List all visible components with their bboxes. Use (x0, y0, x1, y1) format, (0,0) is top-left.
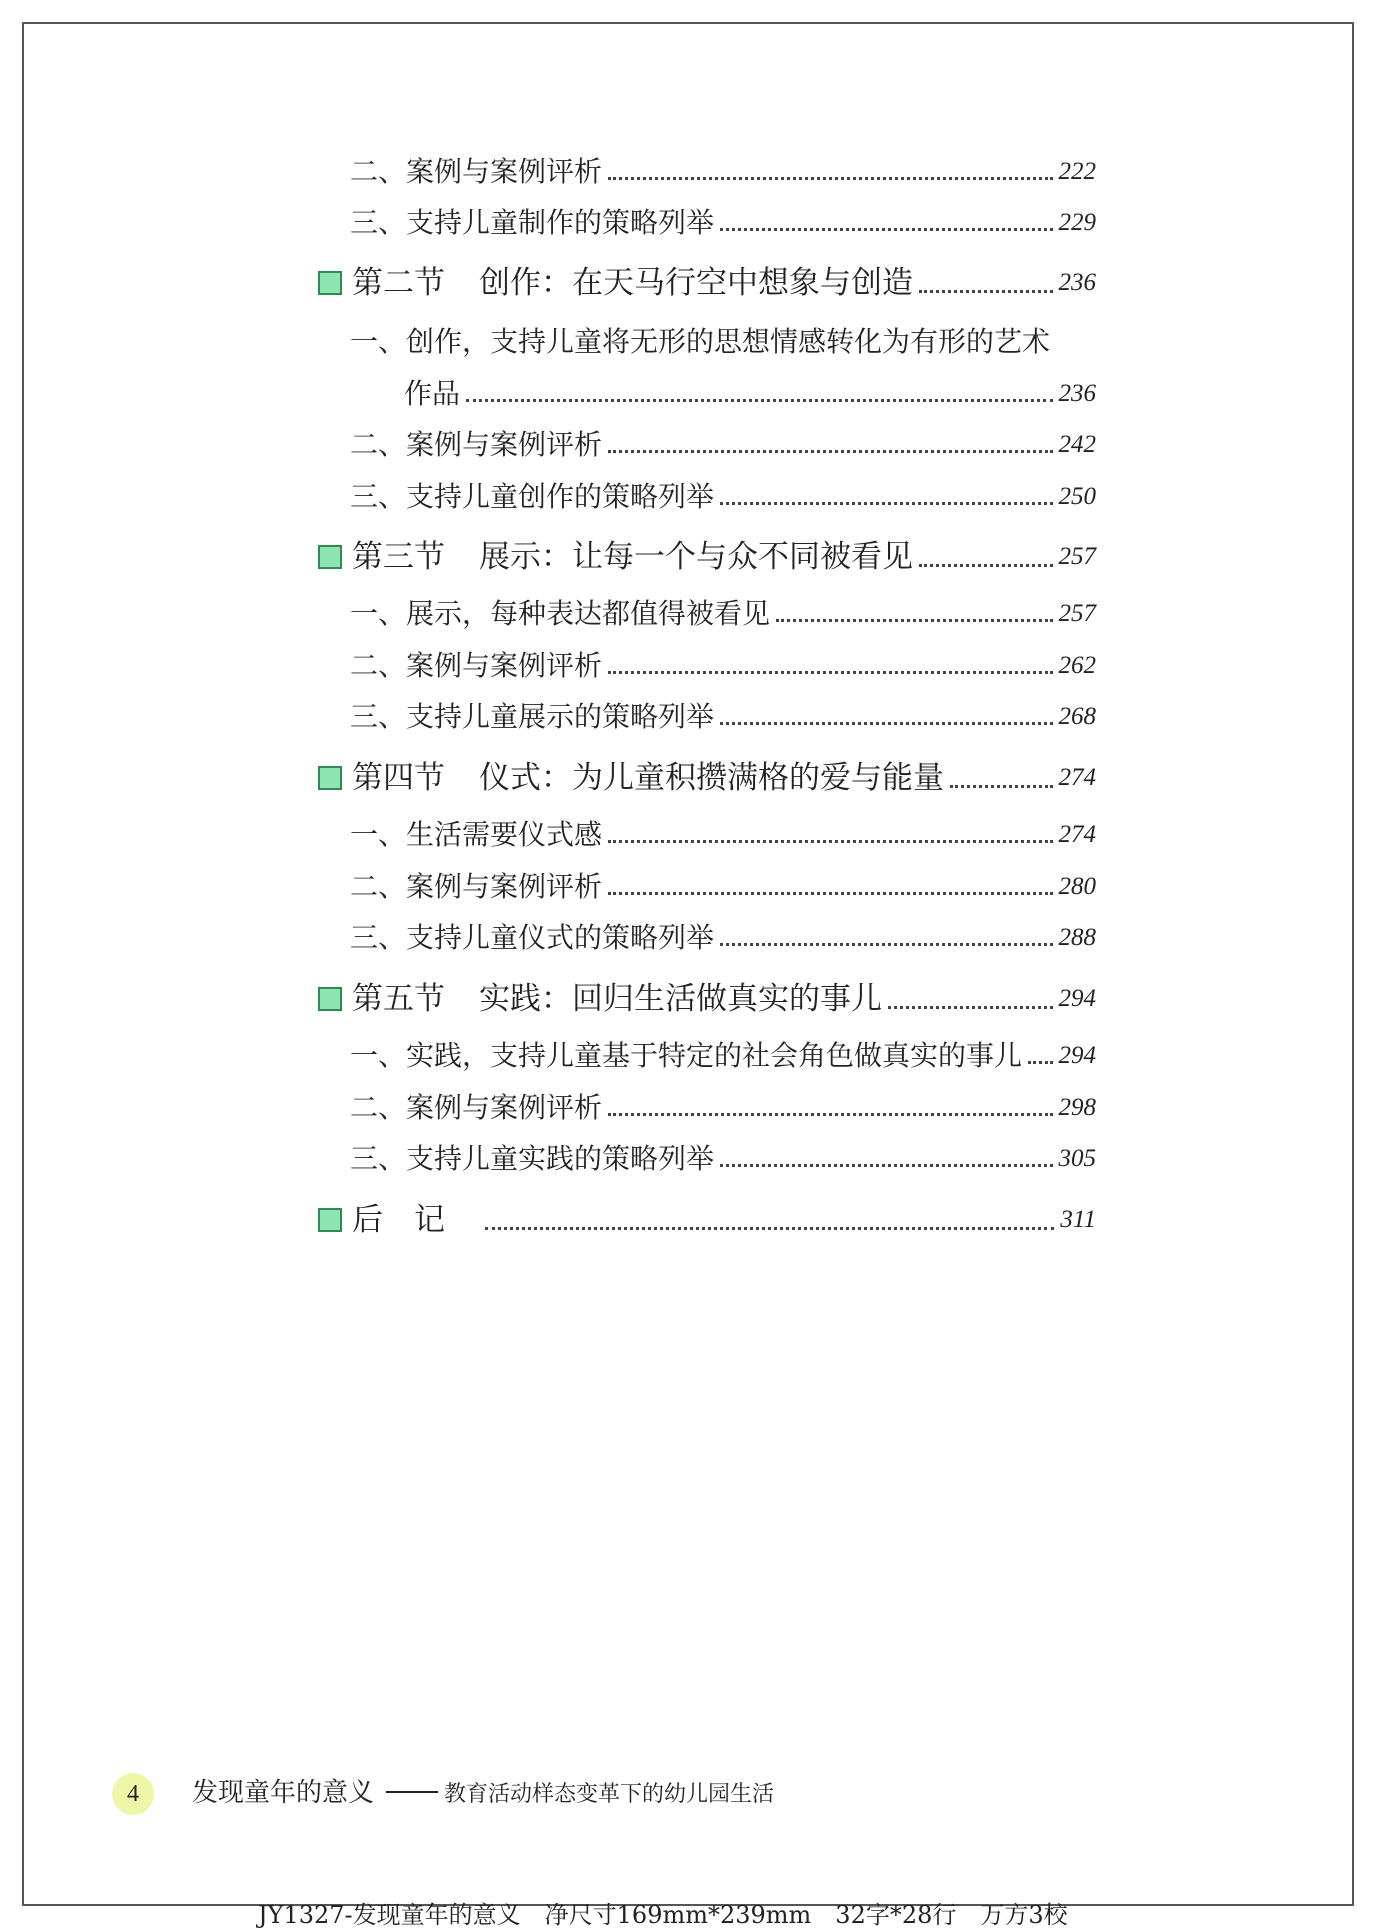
toc-entry-line2[interactable] (404, 377, 1096, 411)
dot-leader (608, 450, 1052, 453)
toc-section[interactable] (318, 980, 1096, 1018)
square-bullet-icon (318, 1208, 342, 1232)
toc-page-number: 257 (1058, 543, 1096, 570)
toc-page-number: 305 (1058, 1145, 1096, 1172)
toc-page-number: 268 (1058, 703, 1096, 730)
book-title: 发现童年的意义 (192, 1778, 375, 1808)
toc-section[interactable] (318, 538, 1096, 576)
toc-entry-line1[interactable] (350, 325, 1096, 359)
toc-page-number: 262 (1058, 652, 1096, 679)
page-frame (22, 22, 1354, 1906)
toc-entry[interactable] (350, 480, 1096, 514)
toc-page-number: 229 (1058, 209, 1096, 236)
dot-leader (720, 1164, 1052, 1167)
toc-entry-label: 二、案例与案例评析 (350, 155, 603, 188)
toc-section[interactable] (318, 759, 1096, 797)
toc-page-number: 280 (1058, 873, 1096, 900)
square-bullet-icon (318, 987, 342, 1011)
section-title: 实践：回归生活做真实的事儿 (479, 981, 882, 1017)
section-number: 第五节 (352, 981, 445, 1017)
dot-leader (776, 619, 1052, 622)
dot-leader (485, 1227, 1054, 1230)
toc-page-number: 257 (1058, 600, 1096, 627)
dot-leader (919, 564, 1053, 567)
toc-entry[interactable] (350, 1091, 1096, 1125)
dot-leader (919, 290, 1053, 293)
dot-leader (720, 722, 1052, 725)
section-number: 第三节 (352, 539, 445, 575)
toc-entry-label: 二、案例与案例评析 (350, 428, 603, 461)
toc-entry[interactable] (350, 206, 1096, 240)
toc-entry-label: 三、支持儿童实践的策略列举 (350, 1142, 715, 1175)
dot-leader (608, 671, 1052, 674)
toc-entry-label: 二、案例与案例评析 (350, 1091, 603, 1124)
toc-entry[interactable] (350, 870, 1096, 904)
dot-leader (720, 943, 1052, 946)
section-number: 第四节 (352, 760, 445, 796)
toc-entry-label: 一、实践，支持儿童基于特定的社会角色做真实的事儿 (350, 1039, 1023, 1072)
toc-page-number: 298 (1058, 1094, 1096, 1121)
toc-page-number: 236 (1058, 269, 1096, 296)
section-number: 后 记 (352, 1202, 445, 1238)
dot-leader (950, 785, 1053, 788)
page-number: 4 (127, 1780, 139, 1807)
toc-section[interactable] (318, 1201, 1096, 1239)
printer-slug: JY1327-发现童年的意义 净尺寸169mm*239mm 32字*28行 万方3校 (258, 1901, 1068, 1929)
em-dash (386, 1791, 438, 1793)
toc-entry[interactable] (350, 1142, 1096, 1176)
dot-leader (720, 228, 1052, 231)
toc-entry[interactable] (350, 818, 1096, 852)
toc-entry[interactable] (350, 1039, 1096, 1073)
toc-entry-label: 一、创作，支持儿童将无形的思想情感转化为有形的艺术 (350, 325, 1051, 358)
dot-leader (720, 502, 1052, 505)
square-bullet-icon (318, 271, 342, 295)
section-title: 仪式：为儿童积攒满格的爱与能量 (479, 760, 944, 796)
toc-page-number: 294 (1058, 1042, 1096, 1069)
square-bullet-icon (318, 545, 342, 569)
dot-leader (608, 1113, 1052, 1116)
toc-page-number: 250 (1058, 483, 1096, 510)
dot-leader (888, 1006, 1053, 1009)
toc-entry-label: 三、支持儿童仪式的策略列举 (350, 921, 715, 954)
toc-page-number: 236 (1058, 380, 1096, 407)
section-title: 创作：在天马行空中想象与创造 (479, 265, 913, 301)
toc-entry-label: 作品 (404, 377, 461, 410)
dot-leader (608, 840, 1052, 843)
page-number-badge (112, 1773, 154, 1815)
toc-entry[interactable] (350, 649, 1096, 683)
toc-entry-label: 三、支持儿童展示的策略列举 (350, 700, 715, 733)
running-footer (192, 1776, 774, 1812)
toc-page-number: 242 (1058, 431, 1096, 458)
toc-page-number: 294 (1058, 985, 1096, 1012)
toc-page-number: 288 (1058, 924, 1096, 951)
toc-section[interactable] (318, 264, 1096, 302)
toc-page-number: 274 (1058, 821, 1096, 848)
toc-entry-label: 二、案例与案例评析 (350, 870, 603, 903)
toc-entry[interactable] (350, 155, 1096, 189)
toc-entry-label: 三、支持儿童制作的策略列举 (350, 206, 715, 239)
toc-entry[interactable] (350, 597, 1096, 631)
dot-leader (1028, 1061, 1052, 1064)
toc-entry[interactable] (350, 428, 1096, 462)
toc-entry-label: 一、展示，每种表达都值得被看见 (350, 597, 771, 630)
dot-leader (608, 177, 1052, 180)
dot-leader (466, 399, 1052, 402)
square-bullet-icon (318, 766, 342, 790)
toc-entry[interactable] (350, 700, 1096, 734)
book-subtitle: 教育活动样态变革下的幼儿园生活 (444, 1782, 775, 1807)
toc-page-number: 311 (1060, 1206, 1096, 1233)
toc-page-number: 222 (1058, 158, 1096, 185)
toc-entry-label: 一、生活需要仪式感 (350, 818, 603, 851)
section-number: 第二节 (352, 265, 445, 301)
section-title: 展示：让每一个与众不同被看见 (479, 539, 913, 575)
toc-entry-label: 三、支持儿童创作的策略列举 (350, 480, 715, 513)
dot-leader (608, 892, 1052, 895)
toc-entry[interactable] (350, 921, 1096, 955)
toc-entry-label: 二、案例与案例评析 (350, 649, 603, 682)
toc-page-number: 274 (1058, 764, 1096, 791)
